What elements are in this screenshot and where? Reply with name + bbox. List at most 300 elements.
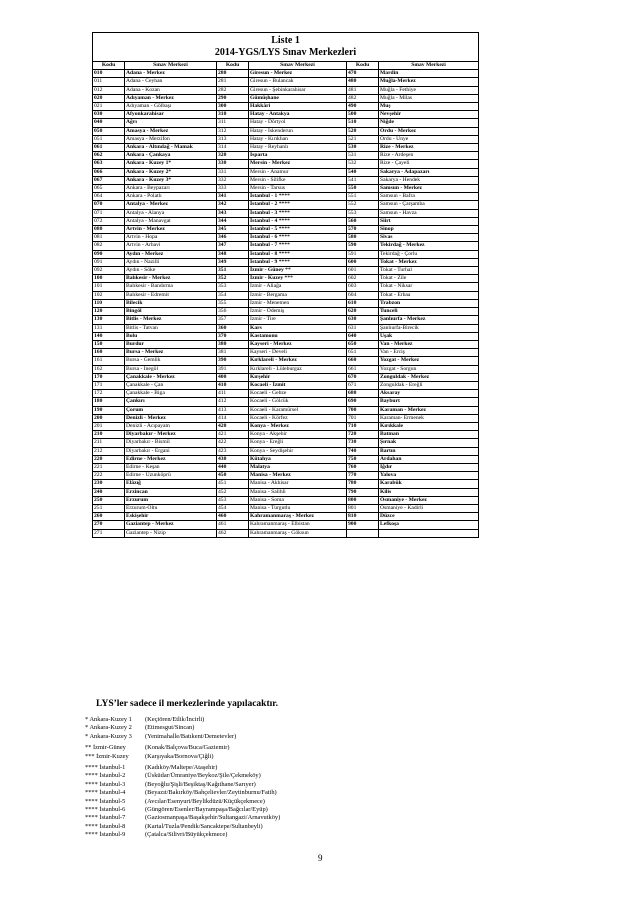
footnote-row: [85, 798, 280, 806]
center-name: Kocaeli - Karamürsel: [249, 406, 347, 414]
center-code: [347, 529, 379, 537]
footnote-key: * Ankara-Kuzey 2: [85, 724, 132, 732]
center-code: 440: [217, 463, 249, 471]
center-name: Adana - Ceyhan: [125, 78, 217, 86]
center-name: Aksaray: [379, 390, 479, 398]
table-row: [93, 406, 479, 414]
footnote-value: (Keçiören/Etlik/İncirli): [145, 716, 205, 723]
center-name: Çanakkale - Merkez: [125, 373, 217, 381]
footnote-value: (Kadıköy/Maltepe/Ataşehir): [145, 764, 218, 772]
table-row: [93, 111, 479, 119]
exam-centers-table: [92, 32, 479, 538]
center-code: 240: [93, 488, 125, 496]
center-code: 130: [93, 316, 125, 324]
center-code: 570: [347, 226, 379, 234]
footnote-row: [85, 823, 280, 831]
center-code: 311: [217, 119, 249, 127]
table-row: [93, 521, 479, 529]
center-name: Samsun - Havza: [379, 209, 479, 217]
center-name: Ankara - Beypazarı: [125, 185, 217, 193]
center-name: Tokat - Merkez: [379, 258, 479, 266]
center-code: 602: [347, 275, 379, 283]
table-row: [93, 250, 479, 258]
center-name: Çanakkale - Çan: [125, 381, 217, 389]
exam-centers-table-wrapper: [92, 32, 478, 538]
center-name: Mersin - Silifke: [249, 176, 347, 184]
center-name: Bilecik: [125, 299, 217, 307]
center-name: Gümüşhane: [249, 94, 347, 102]
center-code: 800: [347, 496, 379, 504]
center-code: 520: [347, 127, 379, 135]
header-code: Kodu: [217, 62, 249, 70]
center-name: İzmir - Bergama: [249, 291, 347, 299]
center-name: Çankırı: [125, 398, 217, 406]
center-name: Diyarbakır - Merkez: [125, 431, 217, 439]
header-code: Kodu: [347, 62, 379, 70]
center-code: 010: [93, 70, 125, 78]
center-name: İstanbul - 4 ****: [249, 217, 347, 225]
center-code: 391: [217, 365, 249, 373]
footnote-key: **** İstanbul-5: [85, 797, 126, 805]
center-code: 160: [93, 349, 125, 357]
center-code: 220: [93, 455, 125, 463]
center-code: 651: [347, 349, 379, 357]
table-row: [93, 340, 479, 348]
center-name: Balıkesir - Edremit: [125, 291, 217, 299]
center-name: Muş: [379, 103, 479, 111]
center-code: 282: [217, 86, 249, 94]
center-name: Kocaeli - Körfez: [249, 414, 347, 422]
center-name: İzmir - Menemen: [249, 299, 347, 307]
footnote-key: * Ankara-Kuzey 1: [85, 716, 132, 723]
center-name: Amasya - Merzifon: [125, 135, 217, 143]
center-code: 480: [347, 78, 379, 86]
center-name: Adana - Kozan: [125, 86, 217, 94]
center-name: Giresun - Bulancak: [249, 78, 347, 86]
table-row: [93, 431, 479, 439]
center-name: Kırşehir: [249, 373, 347, 381]
center-code: 092: [93, 267, 125, 275]
center-code: 780: [347, 480, 379, 488]
center-code: 552: [347, 201, 379, 209]
footnote-value: (Çatalca/Silivri/Büyükçekmece): [145, 831, 228, 839]
center-name: Giresun - Merkez: [249, 70, 347, 78]
center-name: Ankara - Çankaya: [125, 152, 217, 160]
center-code: 342: [217, 201, 249, 209]
center-code: 090: [93, 250, 125, 258]
center-code: 349: [217, 258, 249, 266]
footnote-group: [85, 716, 280, 741]
center-name: Edirne - Uzunköprü: [125, 472, 217, 480]
center-name: Karabük: [379, 480, 479, 488]
center-code: 346: [217, 234, 249, 242]
center-name: Samsun - Bafra: [379, 193, 479, 201]
table-row: [93, 144, 479, 152]
center-code: 200: [93, 414, 125, 422]
center-code: 251: [93, 504, 125, 512]
center-name: Yalova: [379, 472, 479, 480]
center-name: Şanlıurfa-Birecik: [379, 324, 479, 332]
table-row: [93, 127, 479, 135]
footnote-value: (Beyoğlu/Şişli/Beşiktaş/Kağıthane/Sarıyer): [145, 780, 256, 788]
center-code: 680: [347, 390, 379, 398]
center-name: Amasya - Merkez: [125, 127, 217, 135]
center-name: Mersin - Tarsus: [249, 185, 347, 193]
center-name: Yozgat - Merkez: [379, 357, 479, 365]
table-row: [93, 119, 479, 127]
center-name: Ankara - Kuzey 3*: [125, 176, 217, 184]
center-name: İstanbul - 8 ****: [249, 250, 347, 258]
center-code: 201: [93, 422, 125, 430]
center-code: 454: [217, 504, 249, 512]
center-code: 620: [347, 308, 379, 316]
center-code: 081: [93, 234, 125, 242]
footnote-row: [85, 753, 280, 761]
table-row: [93, 209, 479, 217]
footnote-key: *** İzmir-Kuzey: [85, 752, 129, 760]
table-row: [93, 291, 479, 299]
center-code: 360: [217, 324, 249, 332]
center-name: Tekirdağ - Çorlu: [379, 250, 479, 258]
center-code: 710: [347, 422, 379, 430]
center-name: Aydın - Merkez: [125, 250, 217, 258]
center-code: 451: [217, 480, 249, 488]
center-name: Hatay - İskenderun: [249, 127, 347, 135]
table-row: [93, 463, 479, 471]
center-code: 470: [347, 70, 379, 78]
footnote-row: [85, 744, 280, 752]
center-code: 551: [347, 193, 379, 201]
center-code: 162: [93, 365, 125, 373]
center-name: Hatay - Kırıkhan: [249, 135, 347, 143]
center-code: 211: [93, 439, 125, 447]
center-name: Tunceli: [379, 308, 479, 316]
center-name: Kütahya: [249, 455, 347, 463]
center-name: Çorum: [125, 406, 217, 414]
center-name: Hakkâri: [249, 103, 347, 111]
center-name: Kayseri - Develi: [249, 349, 347, 357]
footnote-key: **** İstanbul-1: [85, 764, 126, 772]
center-code: 370: [217, 332, 249, 340]
table-row: [93, 242, 479, 250]
center-code: 331: [217, 168, 249, 176]
center-code: 091: [93, 258, 125, 266]
footnote-key: ** İzmir-Güney: [85, 744, 126, 752]
center-name: Adana - Merkez: [125, 70, 217, 78]
footnote-value: (Güngören/Esenler/Bayrampaşa/Bağcılar/Eyüp): [145, 806, 268, 814]
center-code: 281: [217, 78, 249, 86]
center-name: Erzincan: [125, 488, 217, 496]
center-name: Tokat - Erbaa: [379, 291, 479, 299]
center-name: Nevşehir: [379, 111, 479, 119]
center-name: Tokat - Zile: [379, 275, 479, 283]
footnote-value: (Avcılar/Esenyurt/Beylikdüzü/Küçükçekmece): [145, 797, 265, 805]
center-code: 760: [347, 463, 379, 471]
table-row: [93, 258, 479, 266]
table-row: [93, 349, 479, 357]
table-row: [93, 86, 479, 94]
center-code: 171: [93, 381, 125, 389]
center-code: 131: [93, 324, 125, 332]
center-name: Diyarbakır - Bismil: [125, 439, 217, 447]
footnote-row: [85, 733, 280, 741]
center-name: İstanbul - 1 ****: [249, 193, 347, 201]
footnote-row: [85, 781, 280, 789]
center-code: 280: [217, 70, 249, 78]
center-code: 900: [347, 521, 379, 529]
table-row: [93, 332, 479, 340]
center-name: Ardahan: [379, 455, 479, 463]
center-code: 460: [217, 513, 249, 521]
center-code: 064: [93, 193, 125, 201]
header-center: Sınav Merkezi: [249, 62, 347, 70]
footnote-row: [85, 764, 280, 772]
footnote-value: (Üsküdar/Ümraniye/Beykoz/Şile/Çekmeköy): [145, 772, 261, 780]
page-number: 9: [318, 853, 323, 863]
center-code: 012: [93, 86, 125, 94]
center-name: Kırıkkale: [379, 422, 479, 430]
center-name: Antalya - Merkez: [125, 201, 217, 209]
center-name: Kastamonu: [249, 332, 347, 340]
center-code: 082: [93, 242, 125, 250]
center-code: 344: [217, 217, 249, 225]
center-code: 356: [217, 308, 249, 316]
header-code: Kodu: [93, 62, 125, 70]
center-name: İstanbul - 6 ****: [249, 234, 347, 242]
center-name: Mersin - Anamur: [249, 168, 347, 176]
center-name: Samsun - Çarşamba: [379, 201, 479, 209]
center-code: 102: [93, 291, 125, 299]
center-code: 690: [347, 398, 379, 406]
center-name: Samsun - Merkez: [379, 185, 479, 193]
center-code: 541: [347, 176, 379, 184]
center-code: 420: [217, 422, 249, 430]
table-row: [93, 398, 479, 406]
footnote-value: (Etimesgut/Sincan): [145, 724, 195, 732]
center-code: 530: [347, 144, 379, 152]
center-name: İzmir - Kuzey ***: [249, 275, 347, 283]
center-code: 481: [347, 86, 379, 94]
center-code: 250: [93, 496, 125, 504]
center-code: 345: [217, 226, 249, 234]
center-code: 430: [217, 455, 249, 463]
center-code: 101: [93, 283, 125, 291]
center-code: 348: [217, 250, 249, 258]
center-name: Bolu: [125, 332, 217, 340]
center-name: Gaziantep - Nizip: [125, 529, 217, 537]
center-name: Tokat - Turhal: [379, 267, 479, 275]
footnote-row: [85, 789, 280, 797]
center-code: 482: [347, 94, 379, 102]
center-code: 341: [217, 193, 249, 201]
center-name: Düzce: [379, 513, 479, 521]
center-name: Rize - Merkez: [379, 144, 479, 152]
center-code: 810: [347, 513, 379, 521]
center-name: Yozgat - Sorgun: [379, 365, 479, 373]
center-name: Adıyaman - Merkez: [125, 94, 217, 102]
center-code: 343: [217, 209, 249, 217]
center-code: 390: [217, 357, 249, 365]
center-code: 120: [93, 308, 125, 316]
table-row: [93, 472, 479, 480]
center-code: 660: [347, 357, 379, 365]
center-code: 550: [347, 185, 379, 193]
center-code: 801: [347, 504, 379, 512]
center-code: 290: [217, 94, 249, 102]
center-name: Denizli - Merkez: [125, 414, 217, 422]
table-row: [93, 496, 479, 504]
footnote-key: **** İstanbul-3: [85, 780, 126, 788]
center-code: 740: [347, 447, 379, 455]
table-row: [93, 160, 479, 168]
center-name: Bursa - İnegöl: [125, 365, 217, 373]
center-name: Trabzon: [379, 299, 479, 307]
center-name: Konya - Akşehir: [249, 431, 347, 439]
center-code: 590: [347, 242, 379, 250]
center-code: 500: [347, 111, 379, 119]
footnote-value: (Karşıyaka/Bornova/Çiğli): [145, 752, 214, 760]
center-code: 333: [217, 185, 249, 193]
center-code: 067: [93, 176, 125, 184]
center-code: 357: [217, 316, 249, 324]
center-code: 221: [93, 463, 125, 471]
footnote-value: (Beyazıt/Bakırköy/Bahçelievler/Zeytinburnu/Fatih): [145, 789, 277, 797]
center-name: Bartın: [379, 447, 479, 455]
center-name: Ağrı: [125, 119, 217, 127]
footnote-key: **** İstanbul-8: [85, 822, 126, 830]
table-row: [93, 365, 479, 373]
center-name: Denizli - Acıpayam: [125, 422, 217, 430]
center-code: 540: [347, 168, 379, 176]
center-code: 790: [347, 488, 379, 496]
center-code: 140: [93, 332, 125, 340]
center-code: 230: [93, 480, 125, 488]
center-code: 462: [217, 529, 249, 537]
center-name: Adıyaman - Gölbaşı: [125, 103, 217, 111]
center-name: Balıkesir - Merkez: [125, 275, 217, 283]
center-code: 021: [93, 103, 125, 111]
center-code: 190: [93, 406, 125, 414]
center-code: 631: [347, 324, 379, 332]
center-code: 671: [347, 381, 379, 389]
center-name: Uşak: [379, 332, 479, 340]
center-name: Giresun - Şebinkarahisar: [249, 86, 347, 94]
table-row: [93, 185, 479, 193]
center-name: Mersin - Merkez: [249, 160, 347, 168]
center-name: İstanbul - 2 ****: [249, 201, 347, 209]
center-name: Elâzığ: [125, 480, 217, 488]
center-code: 670: [347, 373, 379, 381]
center-code: 260: [93, 513, 125, 521]
center-name: Manisa - Akhisar: [249, 480, 347, 488]
center-name: Ankara - Kuzey 2*: [125, 168, 217, 176]
center-name: Kocaeli - Gebze: [249, 390, 347, 398]
center-code: 351: [217, 267, 249, 275]
footnote-value: (Kartal/Tuzla/Pendik/Sancaktepe/Sultanbeyli): [145, 822, 263, 830]
center-name: Ankara - Altındağ - Mamak: [125, 144, 217, 152]
center-code: 270: [93, 521, 125, 529]
center-name: Konya - Ereğli: [249, 439, 347, 447]
table-row: [93, 78, 479, 86]
center-name: Aydın - Söke: [125, 267, 217, 275]
header-row: [93, 62, 479, 70]
center-name: İzmir - Ödemiş: [249, 308, 347, 316]
center-name: Siirt: [379, 217, 479, 225]
table-row: [93, 217, 479, 225]
center-name: Ordu - Merkez: [379, 127, 479, 135]
center-code: 222: [93, 472, 125, 480]
table-row: [93, 234, 479, 242]
table-row: [93, 488, 479, 496]
table-row: [93, 414, 479, 422]
center-name: Edirne - Merkez: [125, 455, 217, 463]
center-code: 600: [347, 258, 379, 266]
table-row: [93, 103, 479, 111]
table-row: [93, 455, 479, 463]
center-code: 700: [347, 406, 379, 414]
center-code: 560: [347, 217, 379, 225]
center-name: İstanbul - 3 ****: [249, 209, 347, 217]
center-name: Balıkesir - Bandırma: [125, 283, 217, 291]
table-row: [93, 176, 479, 184]
center-name: Tekirdağ - Merkez: [379, 242, 479, 250]
center-code: 312: [217, 127, 249, 135]
table-row: [93, 373, 479, 381]
center-code: 080: [93, 226, 125, 234]
center-code: 330: [217, 160, 249, 168]
center-code: 320: [217, 152, 249, 160]
center-code: 352: [217, 275, 249, 283]
center-code: 591: [347, 250, 379, 258]
center-name: Sakarya - Adapazarı: [379, 168, 479, 176]
footnote-group: [85, 744, 280, 761]
table-row: [93, 316, 479, 324]
center-name: Bingöl: [125, 308, 217, 316]
center-name: Van - Erciş: [379, 349, 479, 357]
center-name: Kahramanmaraş - Göksun: [249, 529, 347, 537]
center-name: Şırnak: [379, 439, 479, 447]
center-name: Aydın - Nazilli: [125, 258, 217, 266]
center-name: Tokat - Niksar: [379, 283, 479, 291]
center-name: Karaman - Merkez: [379, 406, 479, 414]
center-code: 661: [347, 365, 379, 373]
table-row: [93, 299, 479, 307]
table-row: [93, 94, 479, 102]
center-name: Gaziantep - Merkez: [125, 521, 217, 529]
center-code: 701: [347, 414, 379, 422]
center-name: Niğde: [379, 119, 479, 127]
center-code: 410: [217, 381, 249, 389]
center-code: 300: [217, 103, 249, 111]
table-row: [93, 168, 479, 176]
center-name: Artvin - Hopa: [125, 234, 217, 242]
footnote-group: [85, 764, 280, 840]
center-code: 313: [217, 135, 249, 143]
center-code: 050: [93, 127, 125, 135]
table-row: [93, 529, 479, 537]
center-name: İzmir - Tire: [249, 316, 347, 324]
center-name: Bitlis - Tatvan: [125, 324, 217, 332]
footnote-row: [85, 772, 280, 780]
center-name: Manisa - Merkez: [249, 472, 347, 480]
footnote-row: [85, 814, 280, 822]
table-body: [93, 70, 479, 538]
center-code: 630: [347, 316, 379, 324]
center-code: 020: [93, 94, 125, 102]
center-name: Antalya - Alanya: [125, 209, 217, 217]
table-row: [93, 70, 479, 78]
center-name: Burdur: [125, 340, 217, 348]
